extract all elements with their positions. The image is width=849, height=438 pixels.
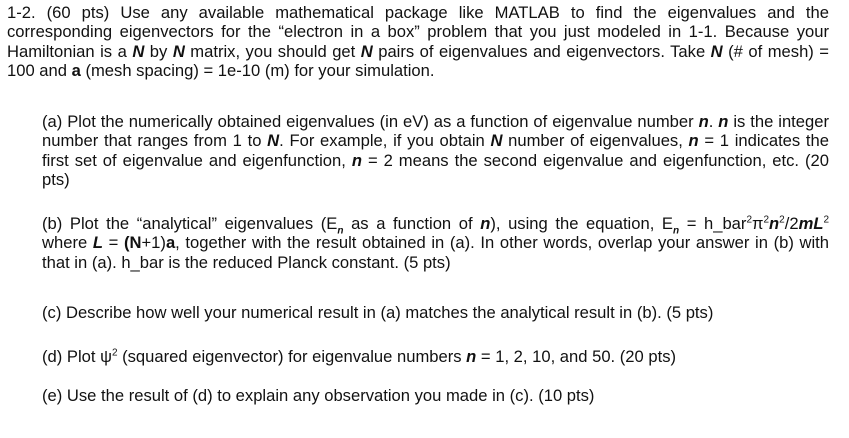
var-N: N: [132, 41, 145, 61]
equation-text: = h_bar: [679, 214, 747, 233]
intro-text: (# of mesh) = 100 and: [7, 41, 830, 80]
var-n: n: [466, 347, 477, 366]
var-N: N: [360, 41, 373, 61]
var-L: L: [92, 233, 103, 253]
part-a-text: = 1 indicates the first set of eigenvalue and eigenfunction,: [42, 131, 829, 170]
var-n: n: [718, 112, 729, 131]
part-b-text: where: [42, 233, 93, 253]
var-n: n: [480, 214, 491, 233]
part-d-text: = 1, 2, 10, and 50. (20 pts): [476, 347, 677, 366]
var-N: N: [490, 131, 503, 151]
var-n: n: [688, 131, 699, 151]
superscript: 2: [779, 214, 785, 226]
part-b-text: , together with the result obtained in (a). In other words, overlap your answer in (b) with that in (a). h_bar is the reduced Planck constant. (5 pts): [42, 233, 829, 272]
part-e-text: (e) Use the result of (d) to explain any observation you made in (c). (10 pts): [42, 386, 595, 405]
part-b-text: =: [102, 233, 124, 253]
var-N: N: [172, 41, 185, 61]
part-d: [42, 347, 829, 366]
part-a-text: number of eigenvalues,: [502, 131, 689, 151]
part-b: [42, 214, 829, 272]
part-a: [42, 112, 829, 189]
part-b-text: +1): [141, 233, 166, 253]
part-b-text: ), using the equation, E: [490, 214, 673, 233]
part-a-text: .: [708, 112, 719, 131]
var-mL: mL: [798, 214, 824, 233]
part-c: [42, 303, 829, 322]
intro-text: pairs of eigenvalues and eigenvectors. Take: [372, 41, 711, 61]
part-e: [42, 386, 829, 405]
part-a-text: . For example, if you obtain: [279, 131, 491, 151]
intro-text: matrix, you should get: [184, 41, 361, 61]
part-a-text: = 2 means the second eigenvalue and eigenfunction, etc. (20 pts): [42, 150, 830, 189]
intro-text: 1-2. (60 pts) Use any available mathematical package like MATLAB to find the eigenvalues and the corresponding eigenvectors for the “electron in a box” problem that you just modeled in 1-1. Because your Hamiltonian is a: [7, 3, 829, 61]
var-n: n: [351, 150, 362, 170]
intro-text: (mesh spacing) = 1e-10 (m) for your simulation.: [80, 60, 435, 80]
var-N: N: [267, 131, 280, 151]
equation-text: π: [752, 214, 764, 233]
part-a-text: is the integer number that ranges from 1 to: [42, 112, 829, 151]
var-N: N: [710, 41, 723, 61]
superscript: 2: [763, 214, 770, 226]
part-b-text: as a function of: [343, 214, 481, 233]
part-c-text: (c) Describe how well your numerical result in (a) matches the analytical result in (b). (5 pts): [42, 303, 714, 322]
superscript: 2: [746, 214, 752, 226]
equation-text: /2: [784, 214, 799, 233]
part-b-text: (b) Plot the “analytical” eigenvalues (E: [42, 214, 338, 233]
superscript: 2: [111, 347, 118, 359]
problem-intro: [7, 3, 829, 80]
part-a-text: (a) Plot the numerically obtained eigenvalues (in eV) as a function of eigenvalue number: [42, 112, 699, 131]
var-n: n: [769, 214, 780, 233]
var-n: n: [698, 112, 709, 131]
superscript: 2: [823, 214, 830, 226]
subscript-n: n: [337, 225, 344, 237]
var-a: a: [165, 233, 176, 253]
part-d-text: (d) Plot ψ: [42, 347, 112, 366]
subscript-n: n: [672, 225, 680, 237]
part-d-text: (squared eigenvector) for eigenvalue numbers: [117, 347, 467, 366]
intro-text: by: [144, 41, 173, 61]
var-N: (N: [123, 233, 142, 253]
var-a: a: [71, 60, 81, 80]
